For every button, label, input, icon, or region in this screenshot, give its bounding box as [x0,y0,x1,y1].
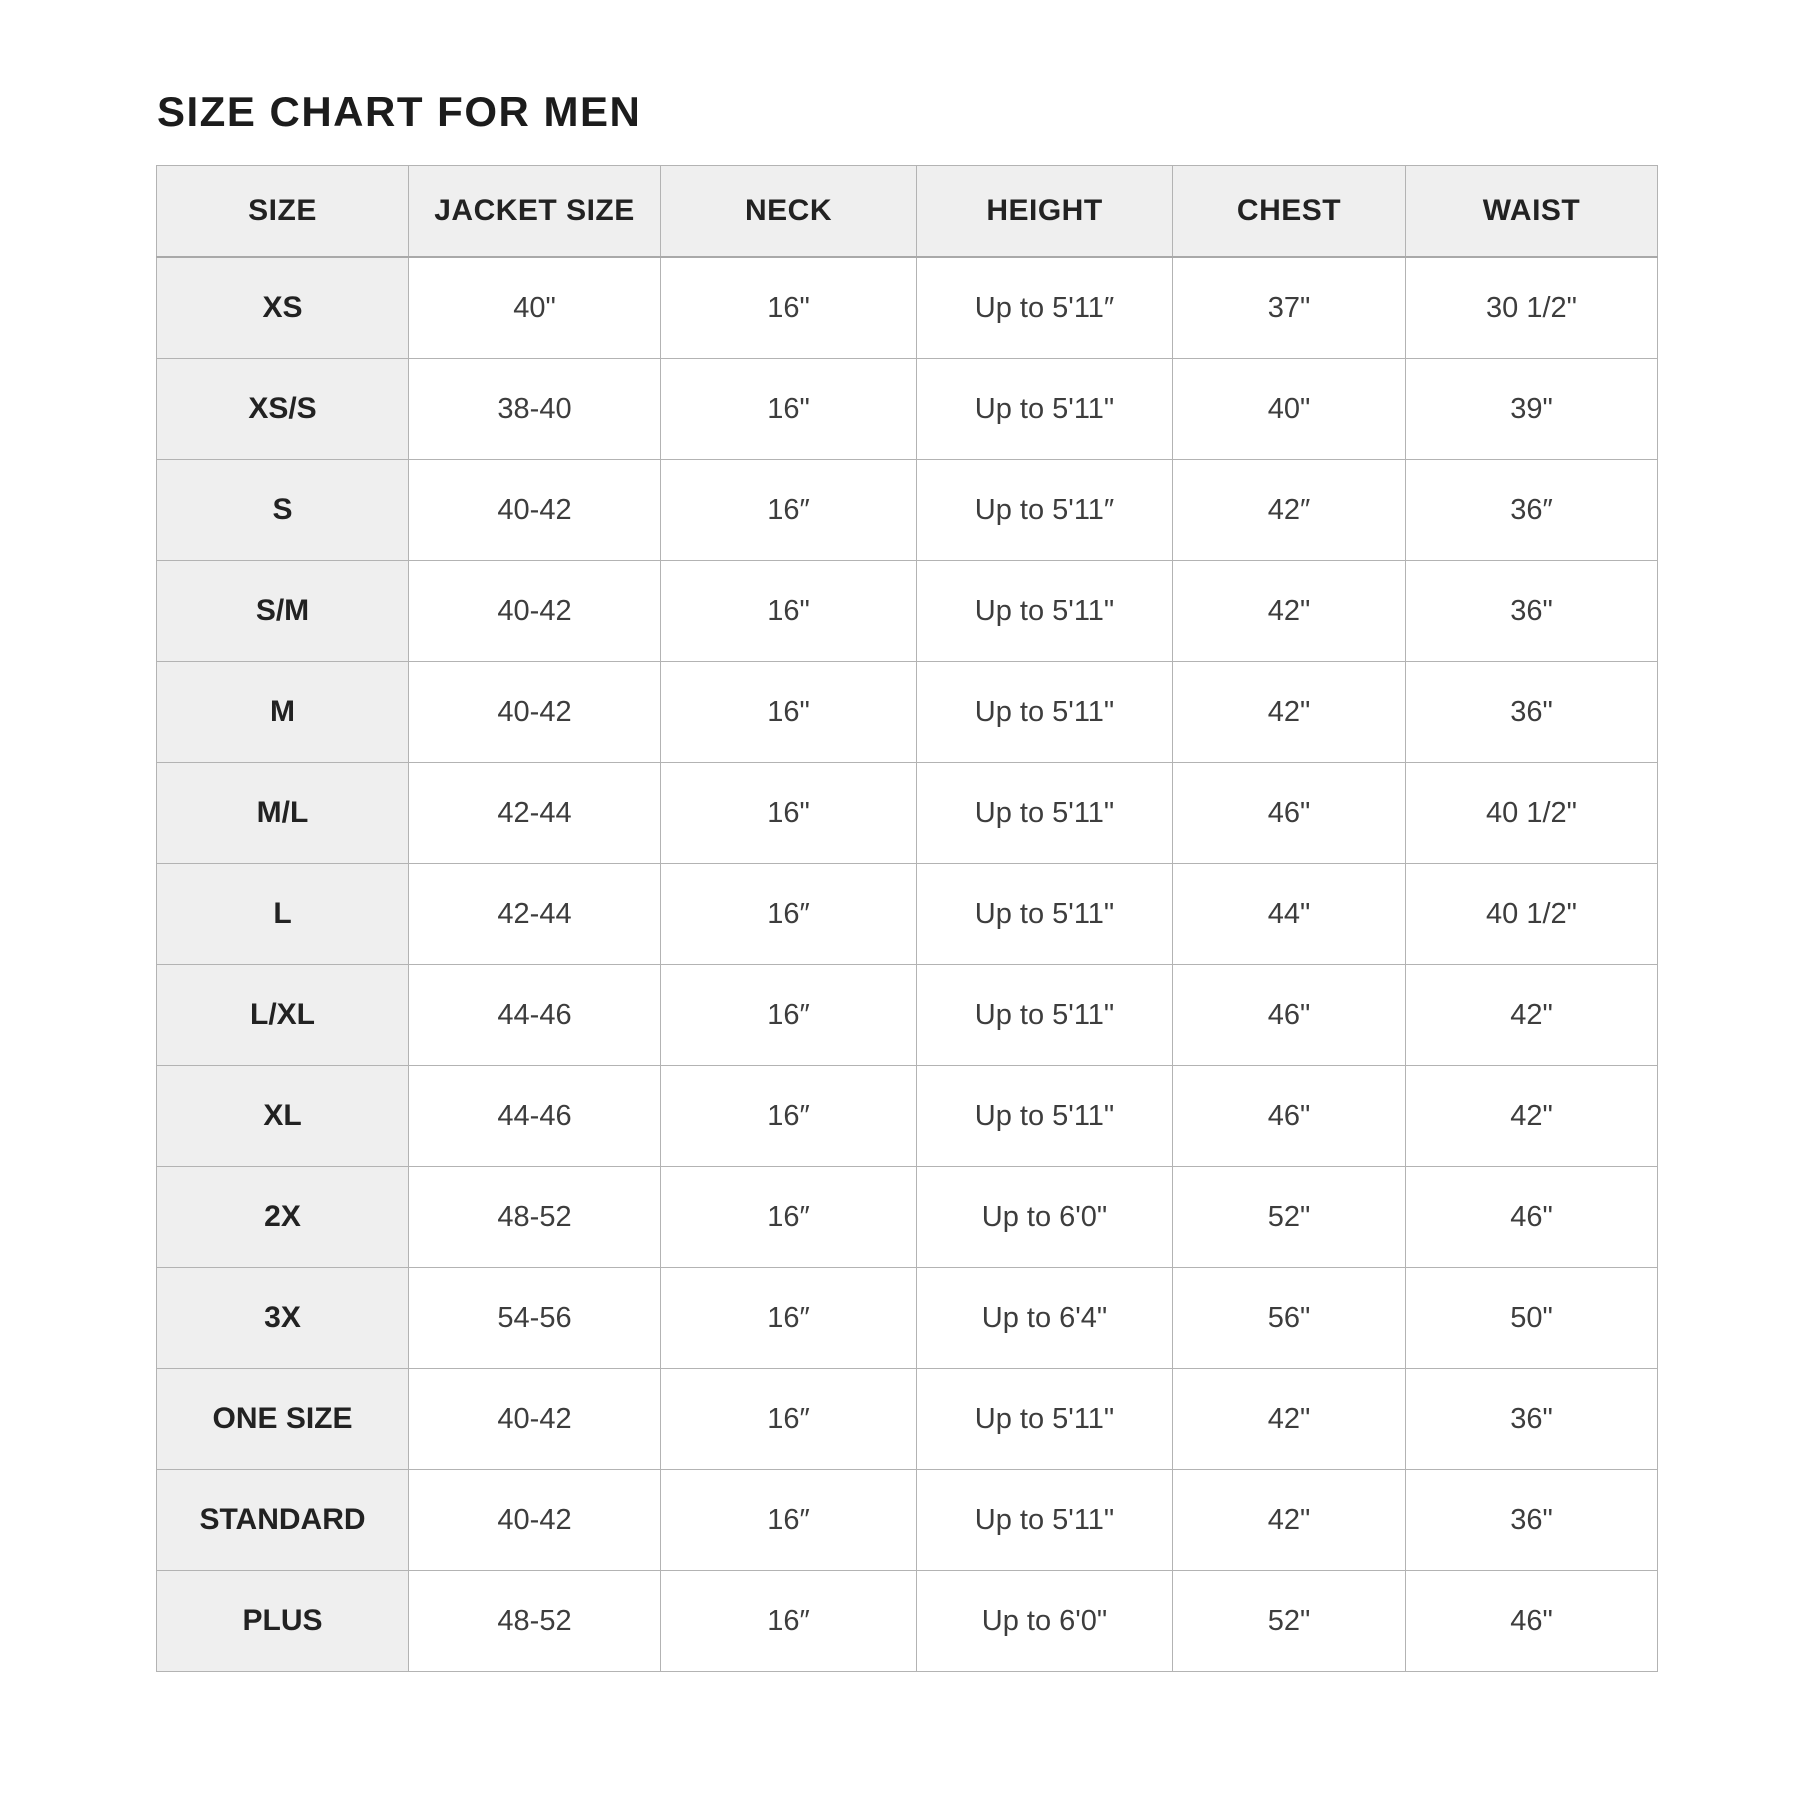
column-header-waist: WAIST [1406,166,1658,258]
value-cell: 42" [1173,1470,1406,1571]
column-header-neck: NECK [661,166,917,258]
column-header-jacket-size: JACKET SIZE [409,166,661,258]
value-cell: 56" [1173,1268,1406,1369]
value-cell: 50" [1406,1268,1658,1369]
value-cell: 46" [1406,1167,1658,1268]
value-cell: 46" [1173,1066,1406,1167]
value-cell: 30 1/2" [1406,257,1658,359]
value-cell: Up to 5'11" [917,359,1173,460]
size-cell: 2X [157,1167,409,1268]
value-cell: Up to 5'11″ [917,257,1173,359]
table-row [157,1066,1658,1167]
table-row [157,257,1658,359]
value-cell: Up to 6'4" [917,1268,1173,1369]
value-cell: 16″ [661,1369,917,1470]
value-cell: 16″ [661,1268,917,1369]
table-row [157,763,1658,864]
table-body [157,257,1658,1672]
table-header [157,166,1658,258]
value-cell: 16″ [661,1571,917,1672]
table-row [157,561,1658,662]
size-cell: 3X [157,1268,409,1369]
size-cell: L [157,864,409,965]
size-cell: S/M [157,561,409,662]
size-cell: XS [157,257,409,359]
size-cell: STANDARD [157,1470,409,1571]
value-cell: 40-42 [409,1369,661,1470]
value-cell: 44-46 [409,1066,661,1167]
value-cell: 36" [1406,1470,1658,1571]
value-cell: 16″ [661,1167,917,1268]
value-cell: Up to 5'11" [917,1066,1173,1167]
value-cell: 42" [1406,1066,1658,1167]
value-cell: 42" [1173,1369,1406,1470]
table-row [157,1268,1658,1369]
value-cell: 16" [661,763,917,864]
value-cell: Up to 6'0" [917,1571,1173,1672]
size-chart-table [156,165,1658,1672]
size-cell: XL [157,1066,409,1167]
value-cell: 46" [1406,1571,1658,1672]
size-cell: PLUS [157,1571,409,1672]
value-cell: 46" [1173,763,1406,864]
table-row [157,359,1658,460]
value-cell: 37" [1173,257,1406,359]
table-row [157,965,1658,1066]
value-cell: 16″ [661,460,917,561]
value-cell: 42" [1173,662,1406,763]
value-cell: 16″ [661,1470,917,1571]
value-cell: Up to 5'11" [917,662,1173,763]
value-cell: 46" [1173,965,1406,1066]
value-cell: 40-42 [409,1470,661,1571]
table-row [157,864,1658,965]
value-cell: 16″ [661,864,917,965]
table-row [157,662,1658,763]
value-cell: 40-42 [409,662,661,763]
value-cell: 16″ [661,1066,917,1167]
size-cell: L/XL [157,965,409,1066]
value-cell: Up to 5'11" [917,965,1173,1066]
header-row [157,166,1658,258]
value-cell: 40-42 [409,460,661,561]
value-cell: Up to 5'11" [917,1470,1173,1571]
value-cell: 42-44 [409,763,661,864]
value-cell: 16" [661,561,917,662]
table-row [157,1167,1658,1268]
table-row [157,1470,1658,1571]
value-cell: 36" [1406,561,1658,662]
value-cell: 36″ [1406,460,1658,561]
value-cell: Up to 5'11" [917,561,1173,662]
value-cell: Up to 6'0" [917,1167,1173,1268]
column-header-height: HEIGHT [917,166,1173,258]
size-cell: M [157,662,409,763]
value-cell: 52" [1173,1571,1406,1672]
table-row [157,460,1658,561]
value-cell: 42″ [1173,460,1406,561]
value-cell: 39" [1406,359,1658,460]
value-cell: 40 1/2" [1406,763,1658,864]
value-cell: 16" [661,257,917,359]
value-cell: Up to 5'11″ [917,460,1173,561]
value-cell: 40 1/2" [1406,864,1658,965]
value-cell: 36" [1406,662,1658,763]
value-cell: 48-52 [409,1571,661,1672]
value-cell: 52" [1173,1167,1406,1268]
value-cell: 44-46 [409,965,661,1066]
column-header-size: SIZE [157,166,409,258]
value-cell: Up to 5'11" [917,763,1173,864]
value-cell: 48-52 [409,1167,661,1268]
size-cell: S [157,460,409,561]
value-cell: 38-40 [409,359,661,460]
value-cell: 16" [661,359,917,460]
value-cell: 40-42 [409,561,661,662]
value-cell: 40" [409,257,661,359]
value-cell: 36" [1406,1369,1658,1470]
value-cell: Up to 5'11" [917,864,1173,965]
size-cell: XS/S [157,359,409,460]
value-cell: Up to 5'11" [917,1369,1173,1470]
page-title: SIZE CHART FOR MEN [157,88,642,135]
table-row [157,1369,1658,1470]
value-cell: 16″ [661,965,917,1066]
size-cell: M/L [157,763,409,864]
size-cell: ONE SIZE [157,1369,409,1470]
value-cell: 54-56 [409,1268,661,1369]
column-header-chest: CHEST [1173,166,1406,258]
value-cell: 42" [1406,965,1658,1066]
value-cell: 40" [1173,359,1406,460]
table-row [157,1571,1658,1672]
value-cell: 42-44 [409,864,661,965]
value-cell: 44" [1173,864,1406,965]
value-cell: 16" [661,662,917,763]
value-cell: 42" [1173,561,1406,662]
